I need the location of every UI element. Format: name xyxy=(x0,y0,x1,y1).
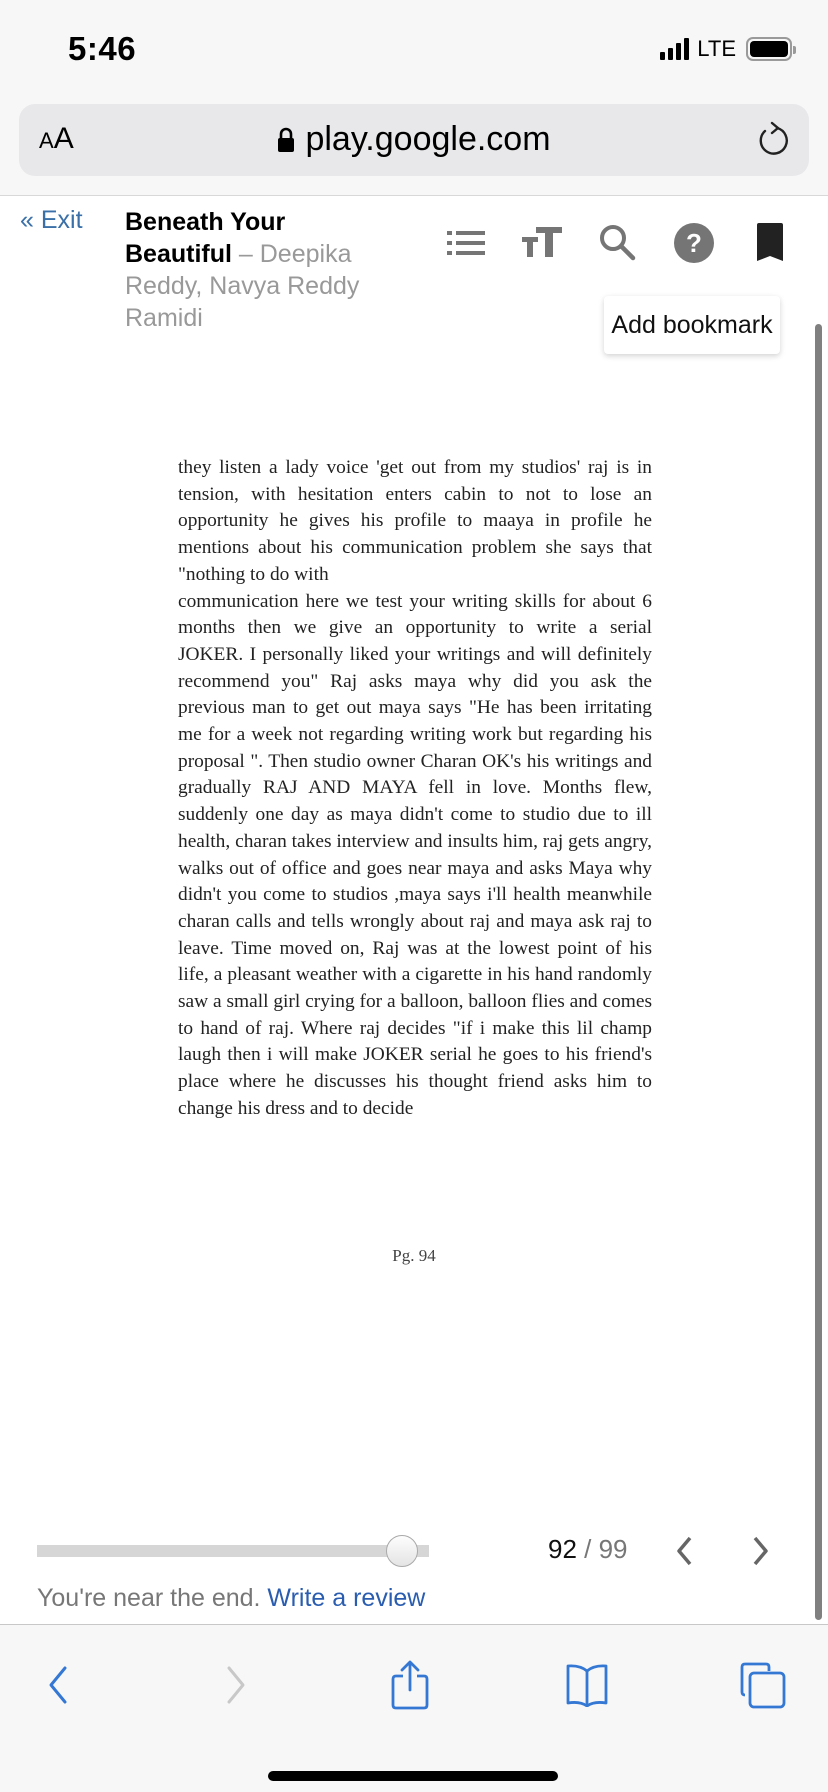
book-authors: Deepika Reddy, Navya Reddy Ramidi xyxy=(125,240,360,332)
next-page-button[interactable] xyxy=(745,1534,775,1568)
svg-text:?: ? xyxy=(686,228,702,258)
book-title-block xyxy=(125,206,385,334)
forward-button[interactable] xyxy=(211,1655,261,1715)
text-size-settings-button[interactable] xyxy=(521,222,563,264)
tabs-button[interactable] xyxy=(738,1655,788,1715)
help-button[interactable] xyxy=(673,222,715,264)
help-icon xyxy=(673,222,715,264)
page-number-label: Pg. 94 xyxy=(392,1246,436,1265)
chevron-left-icon xyxy=(670,1534,700,1568)
browser-address-area xyxy=(0,100,828,196)
bookmarks-button[interactable] xyxy=(562,1655,612,1715)
slider-thumb[interactable] xyxy=(386,1535,418,1567)
chevron-right-icon xyxy=(745,1534,775,1568)
address-bar[interactable] xyxy=(19,104,809,176)
lock-icon xyxy=(277,127,295,153)
page-scrollbar[interactable] xyxy=(815,324,822,1620)
back-button[interactable] xyxy=(33,1655,83,1715)
status-bar xyxy=(0,0,828,100)
battery-icon xyxy=(746,37,792,61)
search-button[interactable] xyxy=(597,222,639,264)
browser-toolbar xyxy=(0,1624,828,1792)
title-separator: – xyxy=(231,240,260,268)
reader-toolbar xyxy=(440,222,820,262)
current-page: 92 xyxy=(548,1534,577,1564)
paragraph: they listen a lady voice 'get out from my studios' raj is in tension, with hesitation enters cabin to not to lose an opportunity he gives his profile to maaya in profile he mentions about his communication problem she says that "nothing to do with xyxy=(178,457,652,585)
network-type: LTE xyxy=(697,36,736,61)
search-icon xyxy=(599,224,637,262)
bookmarks-icon xyxy=(562,1663,612,1707)
url-text: play.google.com xyxy=(305,120,551,158)
back-icon xyxy=(43,1665,73,1705)
book-page-text xyxy=(178,455,652,1123)
add-bookmark-tooltip: Add bookmark xyxy=(604,296,780,354)
text-size-button[interactable]: AA xyxy=(39,122,74,155)
contents-button[interactable] xyxy=(445,222,487,264)
bookmark-icon xyxy=(755,223,785,263)
near-end-message xyxy=(37,1584,425,1613)
book-title: Beneath Your Beautiful xyxy=(125,208,286,268)
paragraph: communication here we test your writing skills for about 6 months then we give an opportunity to write a serial JOKER. I personally liked your writings and will definitely recommend you" Raj asks maya why did you ask the previous man to get out maya says "He has been irritating me for a week not regarding writing work but regarding his proposal ". Then studio owner Charan OK's his writings and gradually RAJ AND MAYA fell in love. Months flew, suddenly one day as maya didn't come to studio due to ill health, charan takes interview and insults him, raj gets angry, walks out of office and goes near maya and asks Maya why didn't you come to studios ,maya says i'll health meanwhile charan calls and tells wrongly about raj and maya ask raj to leave. Time moved on, Raj was at the lowest point of his life, a pleasant weather with a cigarette in his hand randomly saw a small girl crying for a balloon, balloon flies and comes to hand of raj. Where raj decides "if i make this lil champ laugh then i will make JOKER serial he goes to his friend's place where he discusses his thought friend asks him to change his dress and to decide xyxy=(178,590,652,1119)
contents-icon xyxy=(447,229,485,257)
home-indicator[interactable] xyxy=(268,1771,558,1781)
status-indicators xyxy=(660,36,792,62)
near-end-text: You're near the end. xyxy=(37,1584,268,1612)
reload-icon[interactable] xyxy=(755,120,791,160)
text-size-icon xyxy=(522,227,562,259)
total-pages: / 99 xyxy=(576,1534,628,1564)
page-counter xyxy=(548,1534,628,1565)
forward-icon xyxy=(221,1665,251,1705)
write-review-link[interactable]: Write a review xyxy=(267,1584,426,1612)
signal-icon xyxy=(660,38,689,60)
previous-page-button[interactable] xyxy=(670,1534,700,1568)
share-button[interactable] xyxy=(385,1655,435,1715)
page-slider[interactable] xyxy=(37,1545,429,1557)
bookmark-button[interactable] xyxy=(749,222,791,264)
url-display[interactable] xyxy=(19,120,809,159)
tabs-icon xyxy=(739,1661,787,1709)
exit-link[interactable]: « Exit xyxy=(20,206,83,234)
status-time: 5:46 xyxy=(68,30,137,67)
share-icon xyxy=(390,1660,430,1710)
